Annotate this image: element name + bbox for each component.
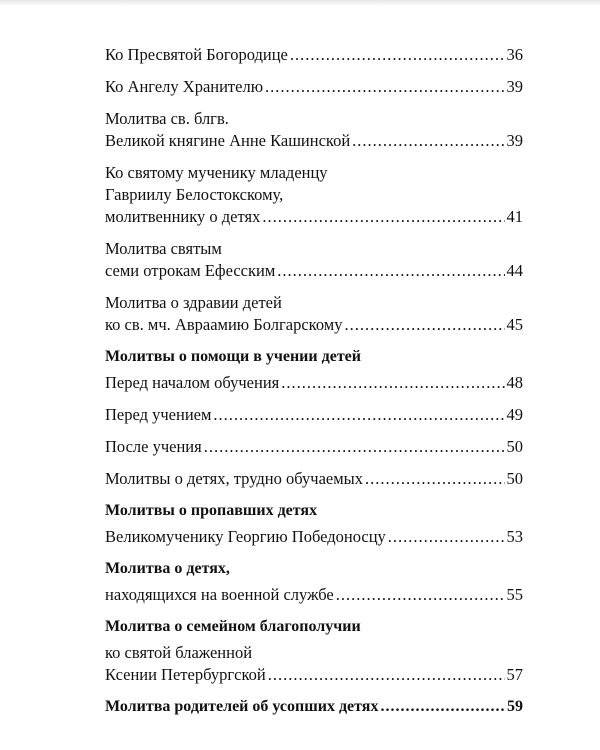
page-number: 39 (506, 77, 523, 96)
toc-entry (105, 44, 523, 66)
toc-entry (105, 292, 523, 336)
toc-entry-title: молитвеннику о детях (105, 207, 261, 226)
toc-entry (105, 468, 523, 490)
dot-leader (336, 584, 505, 606)
dot-leader (268, 664, 505, 686)
toc-entry-row (105, 696, 523, 718)
toc-entry-title: Великой княгине Анне Кашинской (105, 131, 351, 150)
toc-entry-title: Молитвы о детях, трудно обучаемых (105, 469, 363, 488)
toc-entry (105, 76, 523, 98)
toc-entry-row (105, 206, 523, 228)
section-heading: Молитвы о помощи в учении детей (105, 348, 361, 365)
page-edge (0, 0, 600, 6)
toc-entry-title: ко св. мч. Авраамию Болгарскому (105, 315, 343, 334)
toc-entry (105, 372, 523, 394)
toc-entry (105, 696, 523, 718)
toc-entry-title: Великомученику Георгию Победоносцу (105, 527, 386, 546)
page-number: 39 (506, 131, 523, 150)
toc-entry-title: Ко Ангелу Хранителю (105, 77, 264, 96)
dot-leader (352, 130, 504, 152)
page-number: 50 (506, 437, 523, 456)
dot-leader (262, 206, 504, 228)
dot-leader (388, 526, 505, 548)
toc-entry-row (105, 468, 523, 490)
toc-entry-row (105, 436, 523, 458)
toc-entry-title: Ксении Петербургской (105, 665, 266, 684)
toc-entry (105, 526, 523, 548)
page-number: 50 (506, 469, 523, 488)
page-number: 41 (506, 207, 523, 226)
page-number: 48 (506, 373, 523, 392)
section-heading: Молитва о семейном благополучии (105, 618, 361, 635)
toc-entry-row (105, 664, 523, 686)
dot-leader (277, 260, 504, 282)
dot-leader (281, 372, 504, 394)
toc-entry (105, 238, 523, 282)
table-of-contents (105, 44, 523, 728)
page-number: 44 (506, 261, 523, 280)
page-number: 55 (506, 585, 523, 604)
page-number: 45 (506, 315, 523, 334)
page-number: 59 (507, 698, 523, 715)
toc-entry (105, 584, 523, 606)
dot-leader (204, 436, 505, 458)
toc-entry-title: Перед учением (105, 405, 212, 424)
toc-entry-title: Перед началом обучения (105, 373, 280, 392)
toc-entry-line: Молитва о здравии детей (105, 293, 282, 312)
toc-entry-title: находящихся на военной службе (105, 585, 334, 604)
toc-entry-title: После учения (105, 437, 202, 456)
toc-entry (105, 642, 523, 686)
section-heading: Молитвы о пропавших детях (105, 502, 318, 519)
toc-entry (105, 436, 523, 458)
page-number: 36 (506, 45, 523, 64)
toc-entry-line: Ко святому мученику младенцу (105, 163, 328, 182)
toc-entry-row (105, 44, 523, 66)
toc-entry-row (105, 130, 523, 152)
page-number: 53 (506, 527, 523, 546)
toc-entry (105, 162, 523, 228)
toc-entry-row (105, 526, 523, 548)
toc-entry-row (105, 260, 523, 282)
toc-entry-row (105, 372, 523, 394)
dot-leader (365, 468, 505, 490)
toc-entry-line: ко святой блаженной (105, 643, 253, 662)
toc-entry-title: Молитва родителей об усопших детях (105, 698, 379, 715)
dot-leader (213, 404, 504, 426)
toc-entry-row (105, 404, 523, 426)
dot-leader (290, 44, 505, 66)
section-heading: Молитва о детях, (105, 560, 230, 577)
dot-leader (265, 76, 504, 98)
page-number: 57 (506, 665, 523, 684)
toc-entry-row (105, 584, 523, 606)
page-number: 49 (506, 405, 523, 424)
toc-entry-title: Ко Пресвятой Богородице (105, 45, 288, 64)
toc-entry-title: семи отрокам Ефесским (105, 261, 276, 280)
toc-entry-line: Молитва св. блгв. (105, 109, 229, 128)
toc-entry-line: Гавриилу Белостокскому, (105, 185, 284, 204)
toc-entry (105, 108, 523, 152)
toc-entry-line: Молитва святым (105, 239, 222, 258)
toc-entry-row (105, 314, 523, 336)
dot-leader (380, 696, 505, 718)
dot-leader (344, 314, 504, 336)
toc-entry (105, 404, 523, 426)
toc-entry-row (105, 76, 523, 98)
